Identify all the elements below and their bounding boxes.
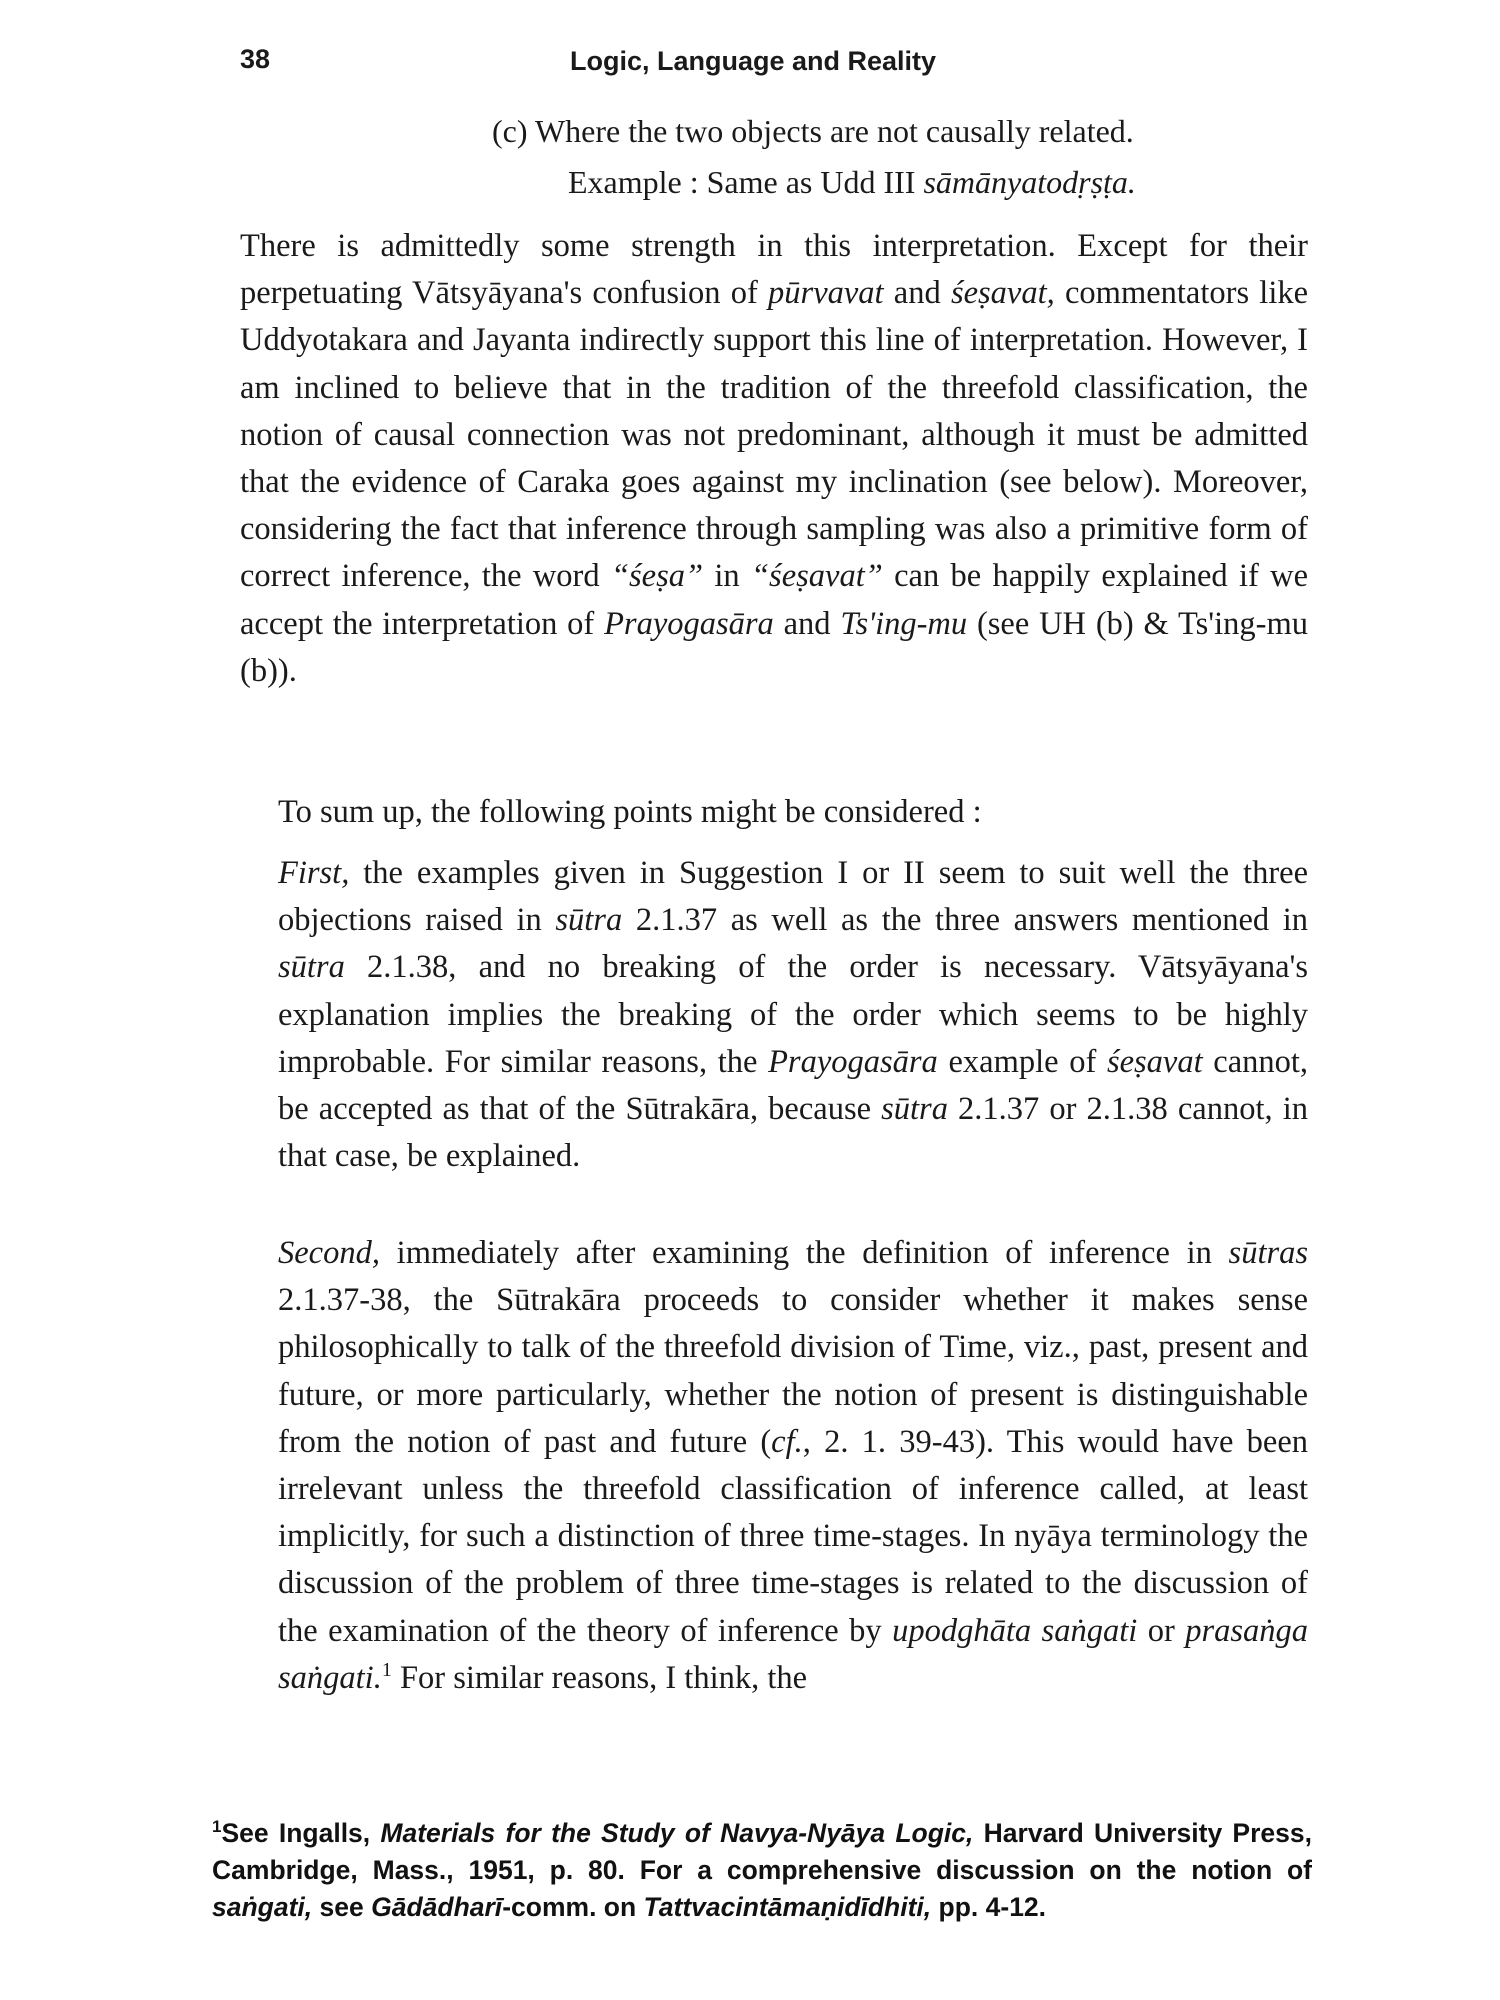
- example-text: Same as Udd III: [706, 164, 916, 200]
- italic-term: Ts'ing-mu: [840, 605, 968, 642]
- text-run: example of: [948, 1043, 1097, 1080]
- point-first: [278, 850, 1308, 1180]
- text-run: see: [319, 1892, 364, 1922]
- text-run: and: [783, 605, 831, 642]
- text-run: can be happily explained if we accept the interpretation of: [240, 558, 1309, 642]
- text-run: For similar reasons, I think, the: [399, 1659, 808, 1696]
- case-c-example: [568, 164, 1136, 201]
- text-run: cannot, be accepted as that of the Sūtrakāra, because: [278, 1043, 1309, 1128]
- italic-term: saṅgati,: [212, 1892, 313, 1922]
- italic-term: sūtras: [1228, 1235, 1309, 1271]
- point-second: [278, 1230, 1308, 1702]
- running-head: Logic, Language and Reality: [570, 46, 937, 76]
- text-run: Harvard University Press, Cambridge, Mass., 1951, p. 80. For a comprehensive discussion on the notion of: [212, 1818, 1312, 1885]
- paragraph-sum-up: To sum up, the following points might be considered :: [278, 794, 982, 830]
- italic-term: Tattvacintāmaṇidīdhiti,: [643, 1892, 932, 1922]
- text-run: , 2. 1. 39-43). This would have been irrelevant unless the threefold classification of inference called, at least implicitly, for such a distinction of three time-stages. In nyāya terminology the discussion of the problem of three time-stages is related to the discussion of the examination of the theory of inference by: [278, 1423, 1308, 1649]
- page-header: [240, 44, 1320, 88]
- text-run: immediately after examining the definition of inference in: [396, 1235, 1212, 1271]
- case-c-text: Where the two objects are not causally related.: [534, 113, 1134, 149]
- text-run: commentators like Uddyotakara and Jayanta indirectly support this line of interpretation. However, I am inclined to believe that in the tradition of the threefold classification, the notion of causal connection was not predominant, although it must be admitted that the evidence of Caraka goes against my inclination (see below). Moreover, considering the fact that inference through sampling was also a primitive form of correct inference, the word: [240, 275, 1309, 595]
- italic-term: sūtra: [555, 902, 623, 939]
- italic-term: “śeṣa”: [610, 558, 704, 595]
- text-run: (see UH (b) & Ts'ing-mu (b)).: [240, 605, 1309, 689]
- text-run: the examples given in Suggestion I or II seem to suit well the three objections raised in: [278, 855, 1308, 939]
- italic-term: prasaṅga saṅgati.: [278, 1612, 1308, 1696]
- italic-term: “śeṣavat”: [750, 558, 883, 595]
- text-run: 2.1.38, and no breaking of the order is necessary. Vātsyāyana's explanation implies the breaking of the order which seems to be highly improbable. For similar reasons, the: [278, 949, 1309, 1080]
- footnote-marker: 1: [212, 1817, 222, 1837]
- italic-term: Prayogasāra: [604, 605, 774, 642]
- footnote-reference[interactable]: 1: [381, 1659, 392, 1681]
- text-run: See Ingalls,: [221, 1818, 371, 1848]
- italic-term: Materials for the Study of Navya-Nyāya Logic,: [380, 1818, 974, 1848]
- italic-term: upodghāta saṅgati: [892, 1612, 1138, 1649]
- footnote-text: [212, 1815, 1312, 1926]
- italic-term: sūtra: [278, 949, 345, 986]
- text-run: and: [893, 275, 941, 312]
- italic-term: śeṣavat: [1106, 1043, 1203, 1080]
- italic-term: pūrvavat: [768, 275, 884, 312]
- example-label: Example :: [568, 164, 699, 200]
- italic-term: śeṣavat,: [950, 275, 1055, 312]
- text-run: 2.1.37 as well as the three answers mentioned in: [635, 902, 1309, 939]
- text-run: pp. 4-12.: [938, 1892, 1047, 1922]
- case-c-line: [492, 113, 1134, 150]
- point-lead: First,: [278, 855, 350, 891]
- page-number: 38: [240, 44, 271, 74]
- example-term: sāmānyatodṛṣṭa.: [923, 164, 1136, 200]
- text-run: 2.1.37-38, the Sūtrakāra proceeds to consider whether it makes sense philosophically to talk of the threefold division of Time, viz., past, present and future, or more particularly, whether the notion of present is distinguishable from the notion of past and future (: [278, 1282, 1308, 1460]
- footnote: [212, 1815, 1312, 1926]
- italic-term: Prayogasāra: [768, 1043, 938, 1080]
- italic-term: Gādādharī: [371, 1892, 503, 1922]
- italic-term: cf.: [771, 1423, 803, 1460]
- italic-term: sūtra: [881, 1091, 948, 1128]
- case-c-label: (c): [492, 113, 528, 149]
- point-lead: Second,: [278, 1235, 380, 1271]
- text-run: -comm. on: [502, 1892, 637, 1922]
- paragraph-interpretation: [240, 223, 1308, 695]
- text-run: 2.1.37 or 2.1.38 cannot, in that case, be explained.: [278, 1091, 1309, 1175]
- text-run: There is admittedly some strength in this interpretation. Except for their perpetuating Vātsyāyana's confusion of: [240, 228, 1308, 312]
- text-run: or: [1147, 1612, 1175, 1649]
- text-run: in: [714, 558, 740, 595]
